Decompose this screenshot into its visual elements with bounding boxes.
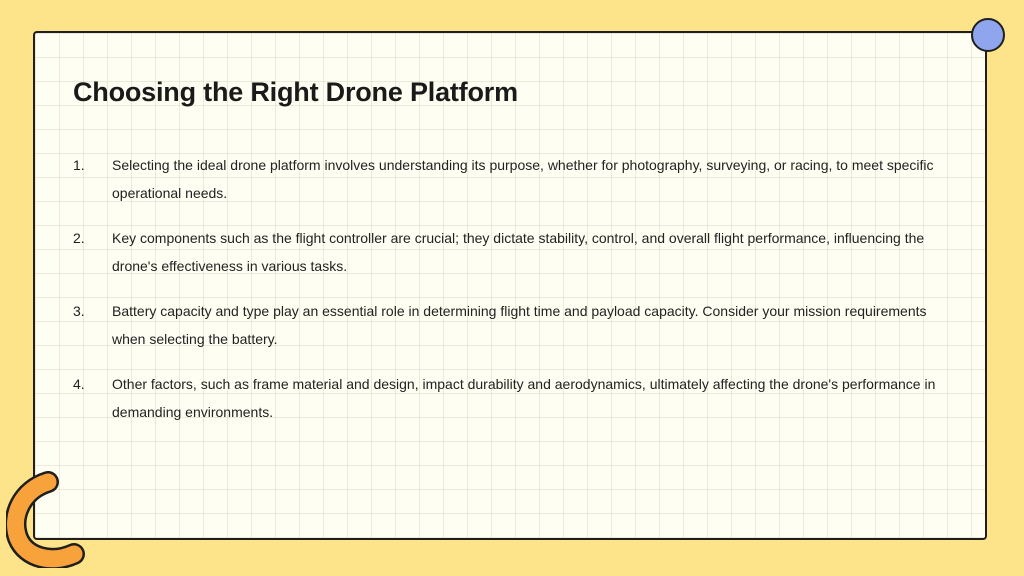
numbered-list bbox=[73, 151, 953, 443]
circle-decoration-icon bbox=[971, 18, 1005, 52]
list-item bbox=[73, 151, 953, 207]
page-title: Choosing the Right Drone Platform bbox=[73, 77, 518, 107]
list-item-text: Selecting the ideal drone platform involves understanding its purpose, whether for photography, surveying, or racing, to meet specific operational needs. bbox=[112, 157, 934, 201]
list-item-text: Key components such as the flight controller are crucial; they dictate stability, control, and overall flight performance, influencing the drone's effectiveness in various tasks. bbox=[112, 230, 925, 274]
list-item bbox=[73, 297, 953, 353]
list-item-number: 4. bbox=[73, 376, 85, 392]
arc-decoration-icon bbox=[6, 468, 96, 568]
list-item-text: Other factors, such as frame material and design, impact durability and aerodynamics, ultimately affecting the drone's performance in demanding environments. bbox=[112, 376, 936, 420]
content-card bbox=[33, 31, 987, 540]
list-item-text: Battery capacity and type play an essential role in determining flight time and payload capacity. Consider your mission requirements when selecting the battery. bbox=[112, 303, 927, 347]
list-item-number: 1. bbox=[73, 157, 85, 173]
list-item-number: 2. bbox=[73, 230, 85, 246]
list-item-number: 3. bbox=[73, 303, 85, 319]
list-item bbox=[73, 224, 953, 280]
list-item bbox=[73, 370, 953, 426]
